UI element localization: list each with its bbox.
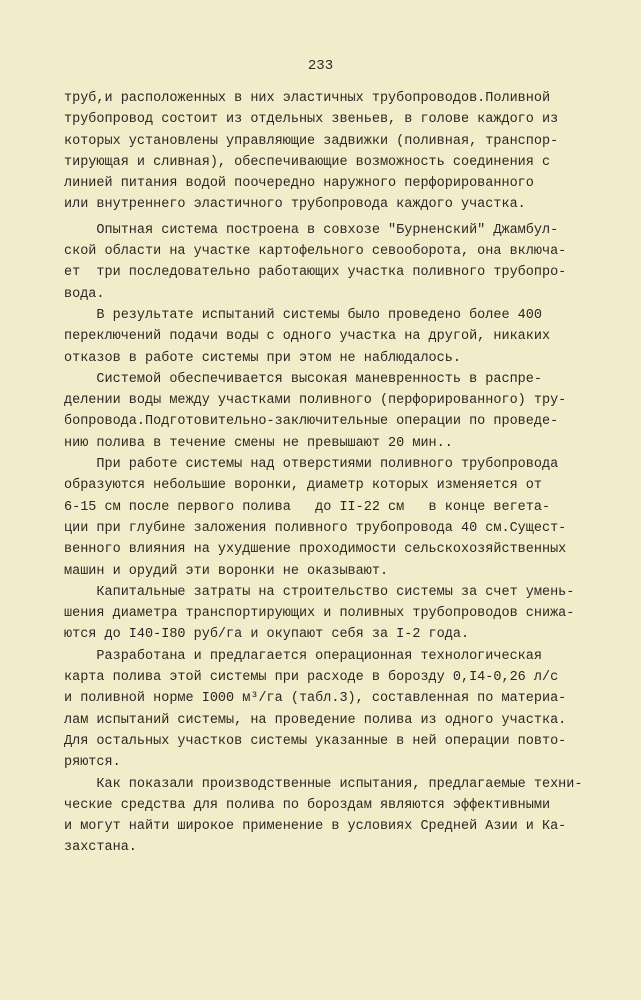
text-line: трубопровод состоит из отдельных звеньев, в голове каждого из (64, 112, 559, 128)
text-line: или внутреннего эластичного трубопровода каждого участка. (64, 197, 526, 213)
text-line: машин и орудий эти воронки не оказывают. (64, 563, 389, 579)
text-line: бопровода.Подготовительно-заключительные операции по проведе- (64, 414, 559, 430)
text-line: которых установлены управляющие задвижки (поливная, транспор- (64, 133, 559, 149)
text-line: вода. (64, 286, 105, 302)
body-text (64, 88, 624, 859)
text-line: захстана. (64, 840, 137, 856)
paragraph (64, 305, 624, 369)
text-line: При работе системы над отверстиями поливного трубопровода (64, 457, 559, 473)
paragraph (64, 88, 624, 216)
text-line: Для остальных участков системы указанные в ней операции повто- (64, 733, 567, 749)
text-line: В результате испытаний системы было проведено более 400 (64, 307, 542, 323)
text-line: ской области на участке картофельного севооборота, она включа- (64, 244, 567, 260)
paragraph (64, 220, 624, 305)
text-line: переключений подачи воды с одного участка на другой, никаких (64, 329, 551, 345)
paragraph (64, 646, 624, 774)
text-line: 6-15 см после первого полива до II-22 см в конце вегета- (64, 499, 551, 515)
text-line: лам испытаний системы, на проведение полива из одного участка. (64, 712, 567, 728)
text-line: нию полива в течение смены не превышают 20 мин.. (64, 435, 453, 451)
text-line: Капитальные затраты на строительство системы за счет умень- (64, 584, 575, 600)
text-line: отказов в работе системы при этом не наблюдалось. (64, 350, 461, 366)
text-line: тирующая и сливная), обеспечивающие возможность соединения с (64, 154, 551, 170)
text-line: образуются небольшие воронки, диаметр которых изменяется от (64, 478, 542, 494)
text-line: ются до I40-I80 руб/га и окупают себя за I-2 года. (64, 627, 470, 643)
text-line: линией питания водой поочередно наружного перфорированного (64, 176, 534, 192)
text-line: венного влияния на ухудшение проходимости сельскохозяйственных (64, 542, 567, 558)
text-line: карта полива этой системы при расходе в борозду 0,I4-0,26 л/с (64, 670, 559, 686)
text-line: Разработана и предлагается операционная технологическая (64, 648, 542, 664)
text-line: делении воды между участками поливного (перфорированного) тру- (64, 393, 567, 409)
page-number: 233 (307, 58, 334, 74)
text-line: ческие средства для полива по бороздам являются эффективными (64, 797, 551, 813)
text-line: труб,и расположенных в них эластичных трубопроводов.Поливной (64, 91, 551, 106)
text-line: ции при глубине заложения поливного трубопровода 40 см.Сущест- (64, 520, 567, 536)
text-line: и поливной норме I000 м³/га (табл.3), составленная по материа- (64, 691, 567, 707)
text-line: Системой обеспечивается высокая маневренность в распре- (64, 371, 542, 387)
text-line: и могут найти широкое применение в условиях Средней Азии и Ка- (64, 819, 567, 835)
paragraph (64, 454, 624, 582)
text-line: Опытная система построена в совхозе "Бурненский" Джамбул- (64, 222, 559, 238)
text-line: шения диаметра транспортирующих и поливных трубопроводов снижа- (64, 606, 575, 622)
text-line: ряются. (64, 755, 121, 771)
paragraph (64, 582, 624, 646)
paragraph (64, 369, 624, 454)
text-line: ет три последовательно работающих участка поливного трубопро- (64, 265, 567, 281)
text-line: Как показали производственные испытания, предлагаемые техни- (64, 776, 583, 792)
paragraph (64, 774, 624, 859)
